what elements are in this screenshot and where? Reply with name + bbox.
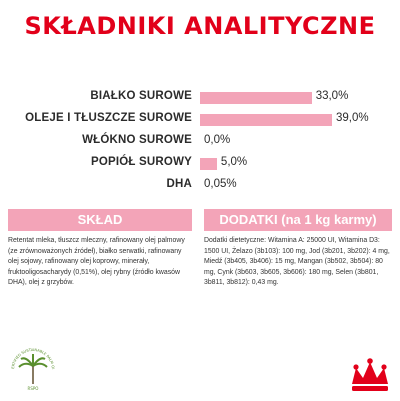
nutrient-value: 39,0% — [336, 112, 369, 124]
nutrient-value: 33,0% — [315, 90, 349, 102]
nutrient-bar — [200, 92, 312, 104]
nutrient-bar — [200, 114, 332, 126]
nutrient-value: 5,0% — [220, 156, 248, 168]
sustainable-palm-oil-icon — [6, 342, 60, 396]
nutrient-label: OLEJE I TŁUSZCZE SUROWE — [25, 112, 192, 124]
nutrient-label: DHA — [166, 178, 192, 190]
royal-canin-crown-icon — [348, 356, 392, 396]
page-title: SKŁADNIKI ANALITYCZNE — [24, 12, 376, 40]
nutrient-row — [0, 88, 400, 108]
composition-text: Retentat mleka, tłuszcz mleczny, rafinowany olej palmowy (ze zrównoważonych źródeł), białko serwatki, rafinowany olej sojowy, rafinowany olej koprowy, minerały, fruktooligosacharydy (0,51%), olej rybny (źródło kwasów DHA), olej z grzybów. — [8, 237, 185, 287]
nutrient-row — [0, 176, 400, 196]
additives-heading: DODATKI (na 1 kg karmy) — [204, 209, 392, 231]
nutrient-value: 0,0% — [204, 134, 231, 146]
rspo-code: RSPO — [27, 386, 39, 391]
nutrient-label: WŁÓKNO SUROWE — [82, 134, 192, 146]
nutrient-row — [0, 110, 400, 130]
nutrient-row — [0, 154, 400, 174]
nutrient-value: 0,05% — [204, 178, 237, 190]
palm-oil-certification-text: ERTIFIED SUSTAINABLE PALM OI — [11, 347, 55, 370]
composition-heading: SKŁAD — [8, 209, 192, 231]
nutrient-row — [0, 132, 400, 152]
nutrient-bar — [200, 158, 217, 170]
nutrient-label: BIAŁKO SUROWE — [90, 90, 192, 102]
additives-text: Dodatki dietetyczne: Witamina A: 25000 UI, Witamina D3: 1500 UI, Żelazo (3b103): 100 mg, Jod (3b201, 3b202): 4 mg, Miedź (3b405, 3b406): 15 mg, Mangan (3b502, 3b504): 80 mg, Cynk (3b603, 3b605, 3b606): 180 mg, Selen (3b801, 3b811, 3b812): 0,43 mg. — [204, 237, 390, 287]
nutrient-label: POPIÓŁ SUROWY — [91, 156, 192, 168]
